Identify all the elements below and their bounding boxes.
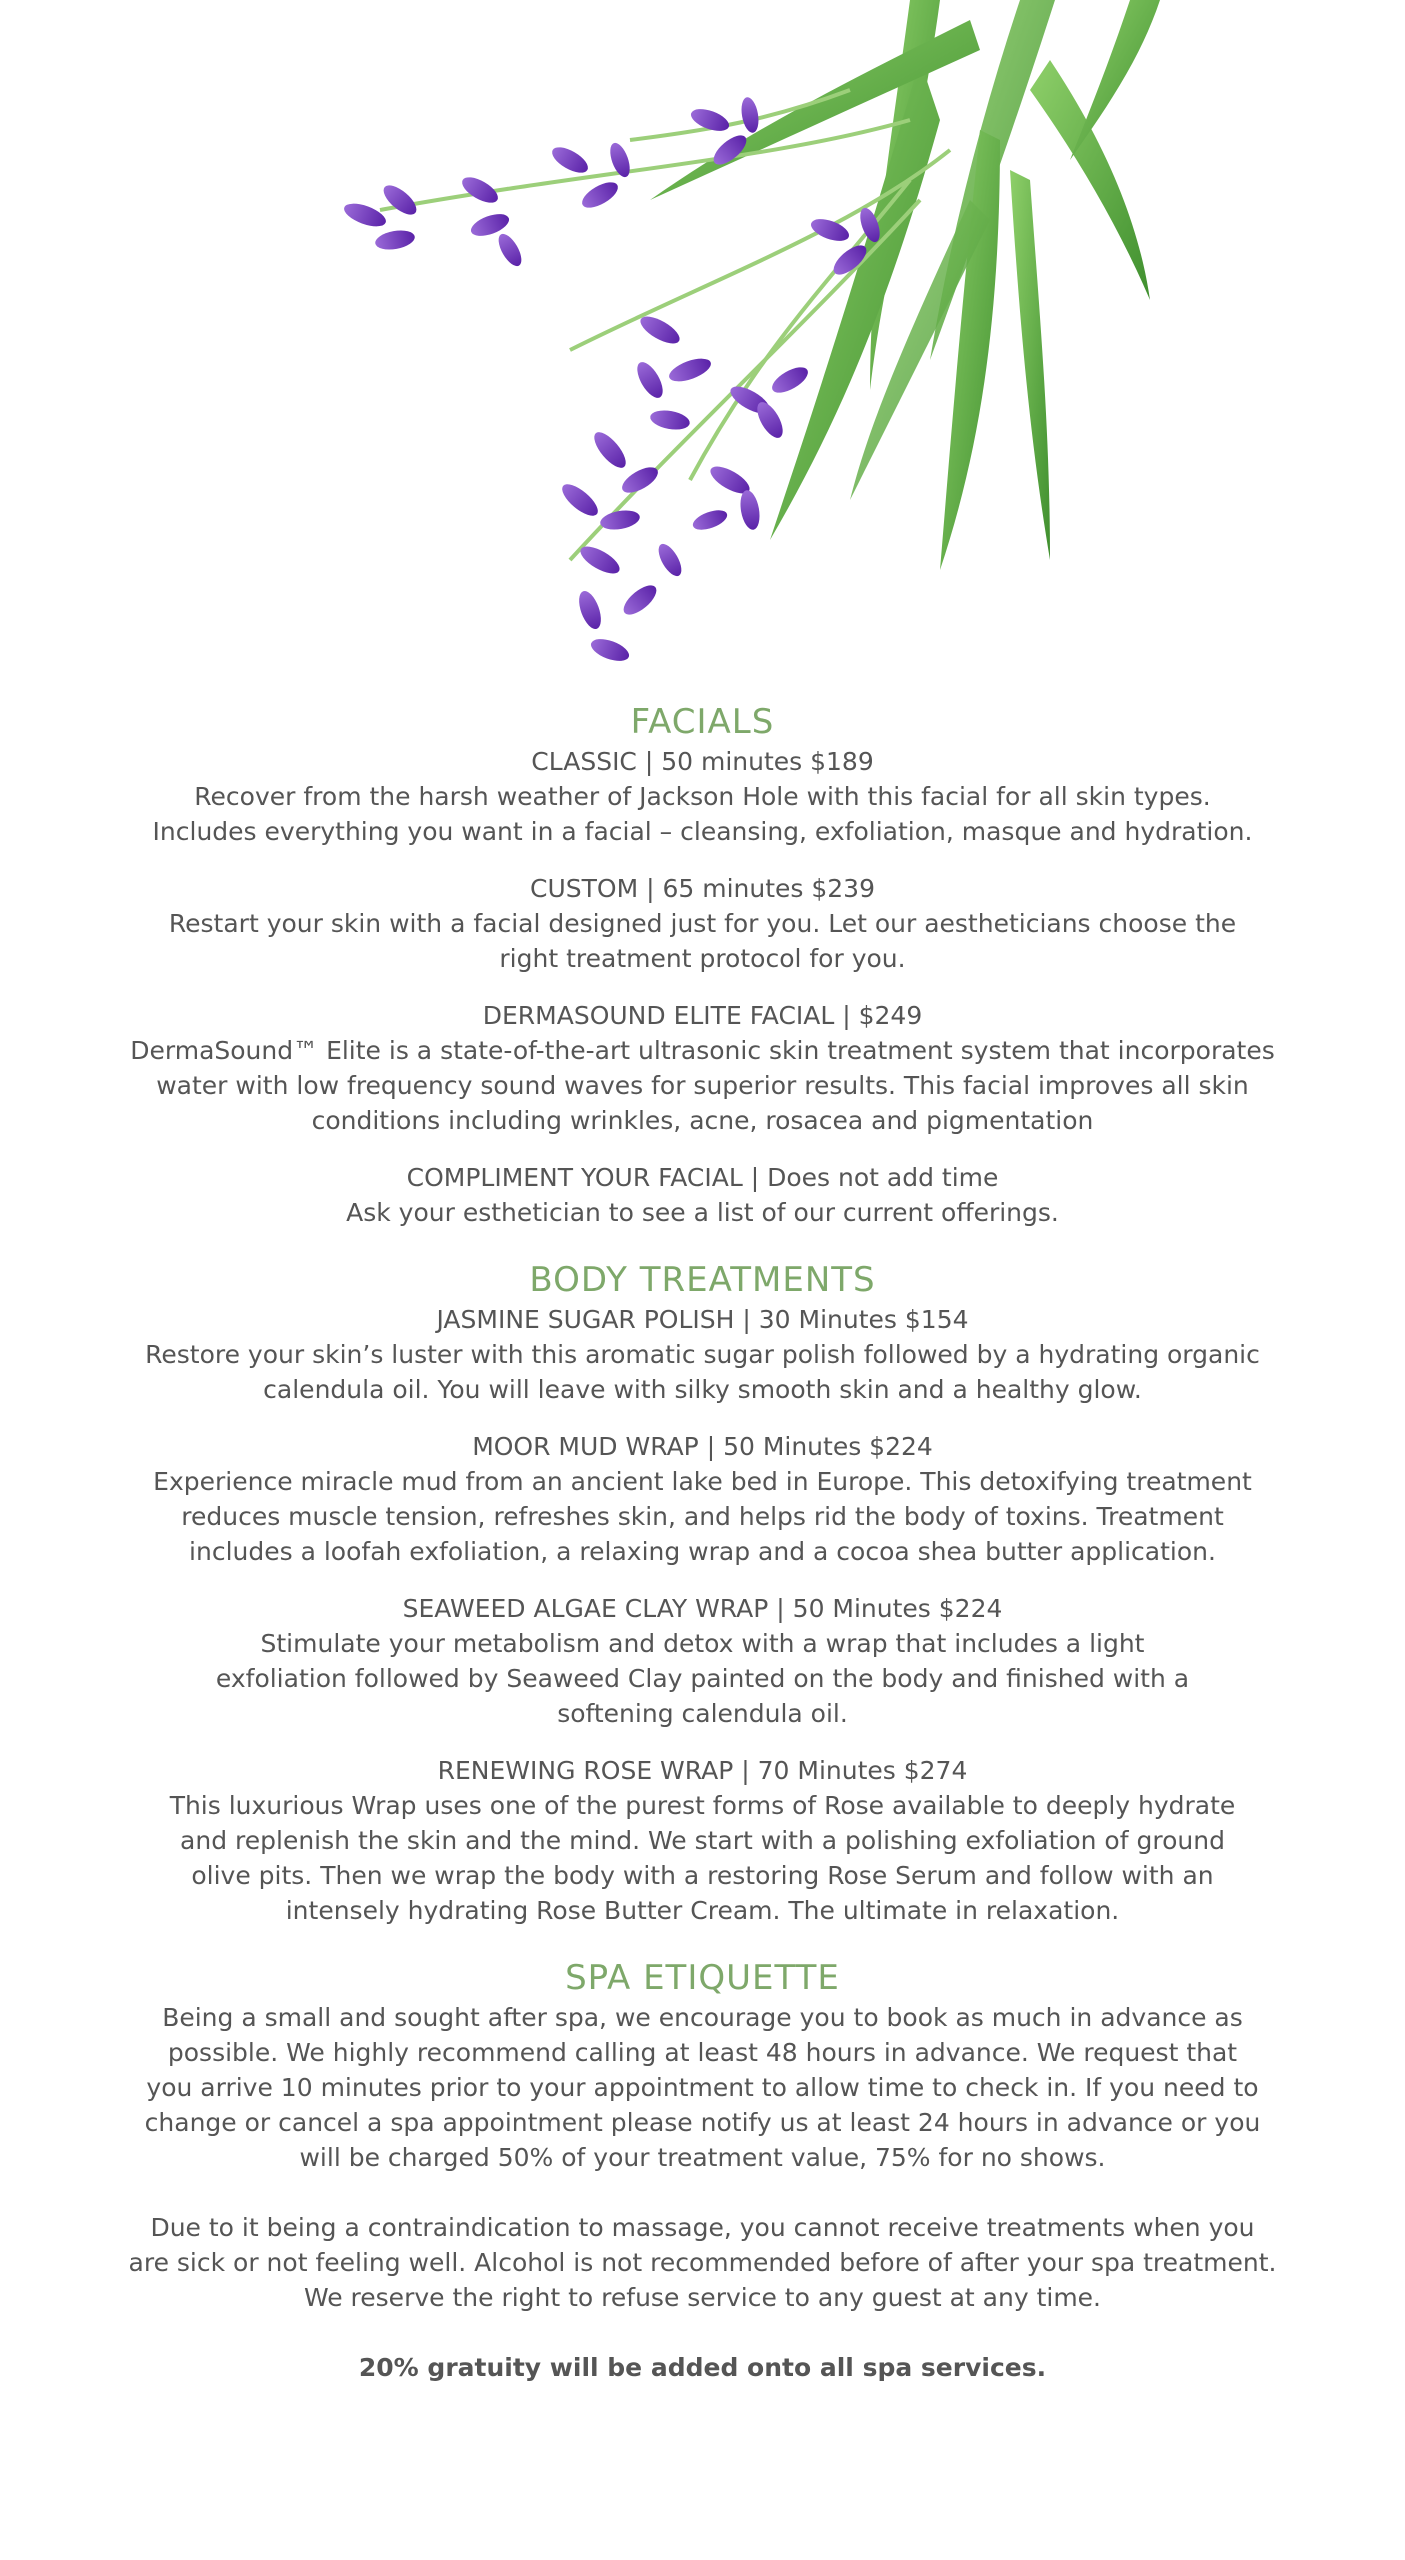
description-line: Restart your skin with a facial designed just for you. Let our aestheticians choose the xyxy=(168,909,1237,938)
body-treatments-section xyxy=(0,1258,1405,1928)
treatment-title: CLASSIC | 50 minutes $189 xyxy=(531,747,874,776)
description-line: and replenish the skin and the mind. We start with a polishing exfoliation of ground xyxy=(180,1826,1225,1855)
menu-content xyxy=(0,700,1405,2385)
paragraph-line: Due to it being a contraindication to massage, you cannot receive treatments when you xyxy=(150,2213,1255,2242)
treatment-title: DERMASOUND ELITE FACIAL | $249 xyxy=(482,1001,923,1030)
treatment-title: SEAWEED ALGAE CLAY WRAP | 50 Minutes $224 xyxy=(402,1594,1003,1623)
treatment-title: RENEWING ROSE WRAP | 70 Minutes $274 xyxy=(437,1756,968,1785)
description-line: reduces muscle tension, refreshes skin, and helps rid the body of toxins. Treatment xyxy=(181,1502,1224,1531)
gratuity-note: 20% gratuity will be added onto all spa services. xyxy=(358,2353,1047,2382)
paragraph-line: you arrive 10 minutes prior to your appointment to allow time to check in. If you need to xyxy=(146,2073,1259,2102)
treatment-title: CUSTOM | 65 minutes $239 xyxy=(530,874,875,903)
treatment-title: JASMINE SUGAR POLISH | 30 Minutes $154 xyxy=(436,1305,969,1334)
etiquette-paragraph-booking xyxy=(108,2000,1298,2175)
description-line: Stimulate your metabolism and detox with a wrap that includes a light xyxy=(260,1629,1145,1658)
treatment-dermasound xyxy=(0,998,1405,1138)
description-line: calendula oil. You will leave with silky smooth skin and a healthy glow. xyxy=(263,1375,1142,1404)
treatment-jasmine xyxy=(0,1302,1405,1407)
paragraph-line: Being a small and sought after spa, we encourage you to book as much in advance as xyxy=(162,2003,1243,2032)
treatment-title: MOOR MUD WRAP | 50 Minutes $224 xyxy=(472,1432,933,1461)
facials-section xyxy=(0,700,1405,1230)
description-line: This luxurious Wrap uses one of the purest forms of Rose available to deeply hydrate xyxy=(169,1791,1236,1820)
section-title-body-treatments: BODY TREATMENTS xyxy=(529,1260,876,1300)
treatment-classic xyxy=(0,744,1405,849)
description-line: right treatment protocol for you. xyxy=(499,944,906,973)
description-line: includes a loofah exfoliation, a relaxing wrap and a cocoa shea butter application. xyxy=(189,1537,1216,1566)
treatment-custom xyxy=(0,871,1405,976)
treatment-compliment xyxy=(0,1160,1405,1230)
treatment-description xyxy=(108,906,1298,976)
treatment-seaweed xyxy=(0,1591,1405,1731)
description-line: Recover from the harsh weather of Jackson Hole with this facial for all skin types. xyxy=(194,782,1211,811)
paragraph-line: will be charged 50% of your treatment value, 75% for no shows. xyxy=(299,2143,1106,2172)
section-title-spa-etiquette: SPA ETIQUETTE xyxy=(565,1958,840,1998)
description-line: Ask your esthetician to see a list of our current offerings. xyxy=(346,1198,1059,1227)
section-title-facials: FACIALS xyxy=(630,702,775,742)
treatment-description xyxy=(108,1788,1298,1928)
treatment-description xyxy=(108,1626,1298,1731)
treatment-description xyxy=(108,779,1298,849)
treatment-description xyxy=(108,1464,1298,1569)
description-line: conditions including wrinkles, acne, rosacea and pigmentation xyxy=(311,1106,1094,1135)
treatment-description xyxy=(108,1195,1298,1230)
description-line: exfoliation followed by Seaweed Clay painted on the body and finished with a xyxy=(215,1664,1190,1693)
description-line: softening calendula oil. xyxy=(557,1699,848,1728)
treatment-rose xyxy=(0,1753,1405,1928)
treatment-description xyxy=(108,1337,1298,1407)
etiquette-paragraph-health xyxy=(108,2210,1298,2315)
description-line: Experience miracle mud from an ancient lake bed in Europe. This detoxifying treatment xyxy=(153,1467,1252,1496)
description-line: intensely hydrating Rose Butter Cream. The ultimate in relaxation. xyxy=(285,1896,1120,1925)
description-line: olive pits. Then we wrap the body with a restoring Rose Serum and follow with an xyxy=(191,1861,1214,1890)
treatment-moor-mud xyxy=(0,1429,1405,1569)
paragraph-line: are sick or not feeling well. Alcohol is not recommended before of after your spa treatment. xyxy=(128,2248,1277,2277)
treatment-description xyxy=(108,1033,1298,1138)
paragraph-line: We reserve the right to refuse service to any guest at any time. xyxy=(303,2283,1102,2312)
description-line: DermaSound™ Elite is a state-of-the-art ultrasonic skin treatment system that incorporates xyxy=(130,1036,1275,1065)
paragraph-line: change or cancel a spa appointment please notify us at least 24 hours in advance or you xyxy=(144,2108,1261,2137)
spa-etiquette-section xyxy=(0,1956,1405,2385)
paragraph-line: possible. We highly recommend calling at least 48 hours in advance. We request that xyxy=(167,2038,1238,2067)
treatment-title: COMPLIMENT YOUR FACIAL | Does not add time xyxy=(406,1163,999,1192)
lavender-sprig-image xyxy=(150,0,1175,745)
description-line: Includes everything you want in a facial – cleansing, exfoliation, masque and hydration. xyxy=(152,817,1253,846)
description-line: Restore your skin’s luster with this aromatic sugar polish followed by a hydrating organic xyxy=(145,1340,1260,1369)
description-line: water with low frequency sound waves for superior results. This facial improves all skin xyxy=(156,1071,1249,1100)
